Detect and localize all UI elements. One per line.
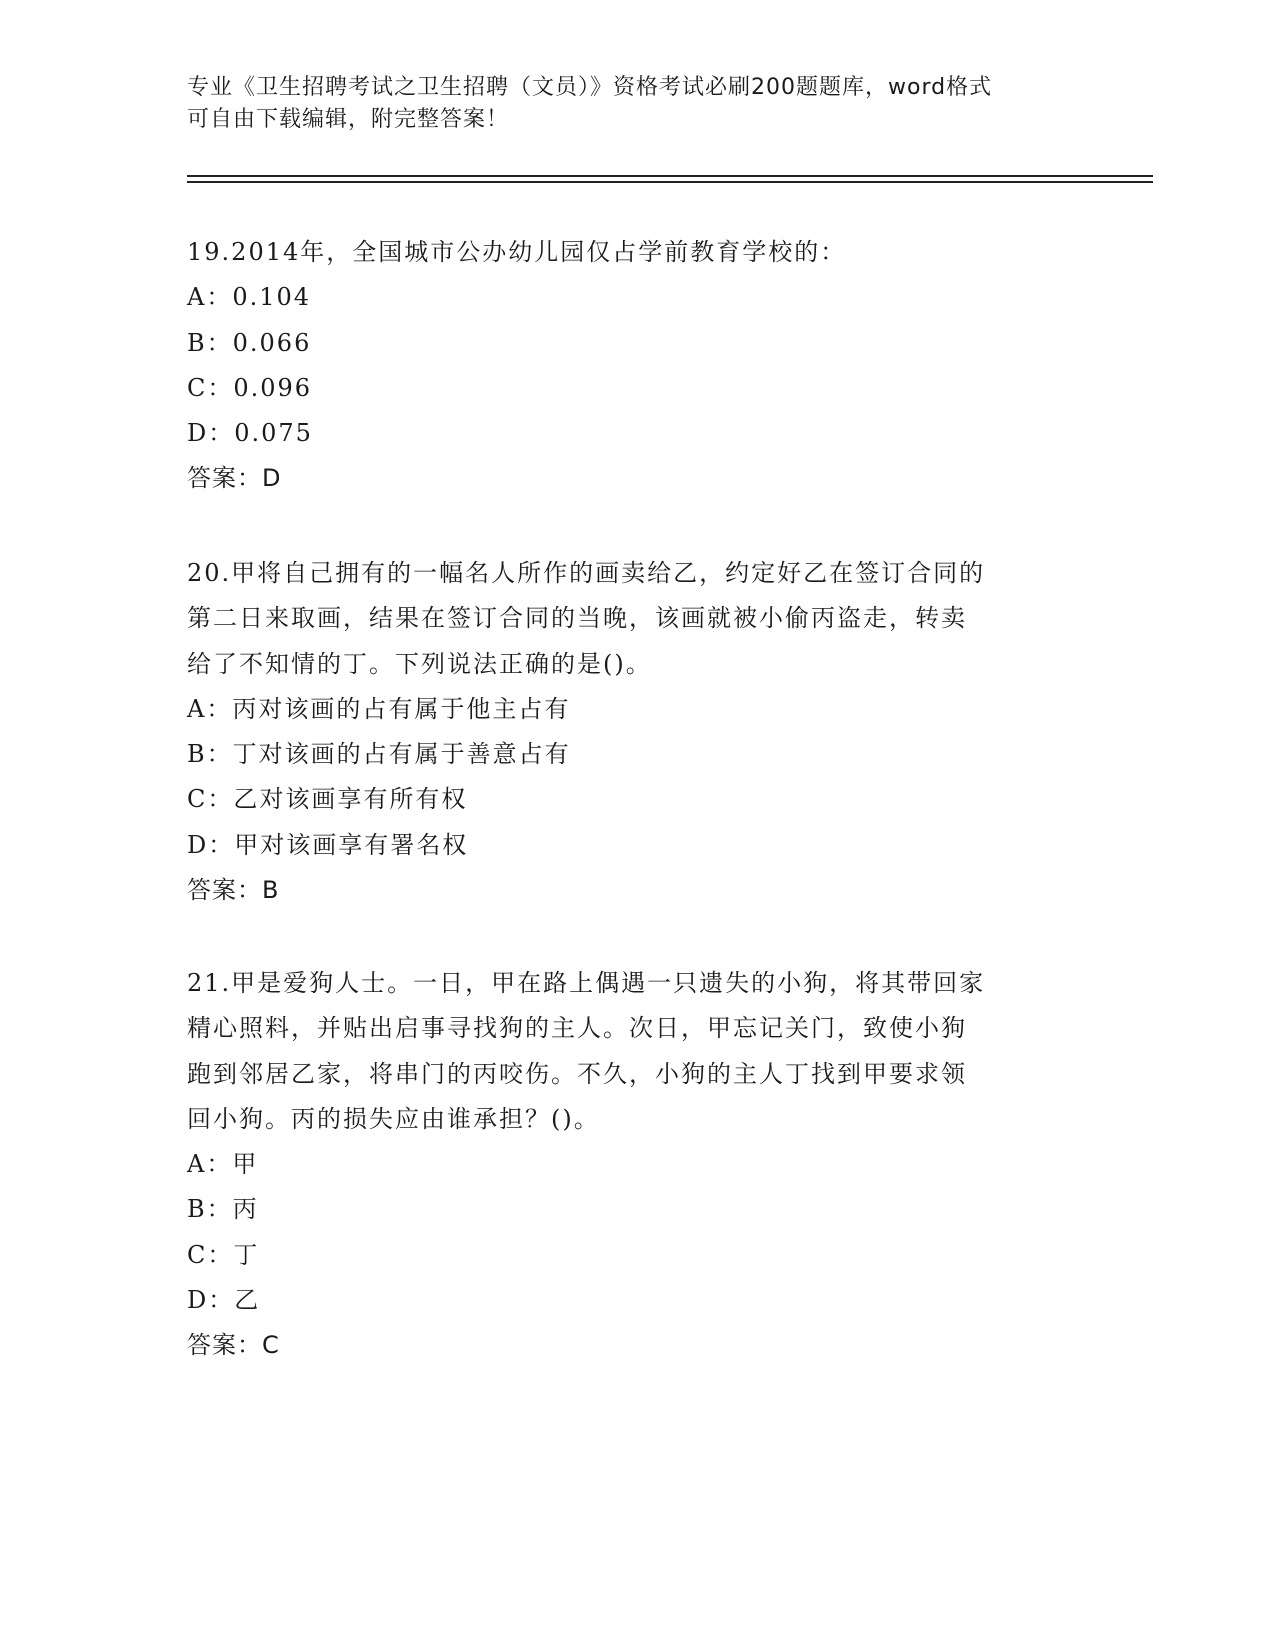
option-a: A：甲: [187, 1150, 259, 1179]
option-b: B：0.066: [187, 328, 312, 357]
option-c: C：丁: [187, 1240, 260, 1269]
question-20: [187, 551, 1087, 913]
question-stem-line-3: 跑到邻居乙家，将串门的丙咬伤。不久，小狗的主人丁找到甲要求领: [187, 1059, 967, 1088]
option-c: C：乙对该画享有所有权: [187, 785, 468, 814]
question-stem-line-1: 21.甲是爱狗人士。一日，甲在路上偶遇一只遗失的小狗，将其带回家: [187, 969, 986, 997]
answer-line: 答案：C: [187, 1331, 280, 1360]
header-line-1: 专业《卫生招聘考试之卫生招聘（文员）》资格考试必刷200题题库，word格式: [187, 75, 993, 100]
option-d: D：甲对该画享有署名权: [187, 830, 469, 859]
question-stem-line-4: 回小狗。丙的损失应由谁承担？()。: [187, 1104, 600, 1133]
answer-line: 答案：D: [187, 464, 282, 493]
option-d: D：乙: [187, 1286, 261, 1315]
option-a: A：丙对该画的占有属于他主占有: [187, 694, 571, 723]
question-stem-line-1: 20.甲将自己拥有的一幅名人所作的画卖给乙，约定好乙在签订合同的: [187, 559, 986, 587]
question-stem-line-3: 给了不知情的丁。下列说法正确的是()。: [187, 649, 652, 678]
option-d: D：0.075: [187, 419, 313, 448]
question-19: [187, 230, 1087, 501]
option-b: B：丁对该画的占有属于善意占有: [187, 740, 571, 769]
header-divider-top: [187, 175, 1153, 177]
question-stem-line-2: 精心照料，并贴出启事寻找狗的主人。次日，甲忘记关门，致使小狗: [187, 1014, 967, 1043]
option-a: A：0.104: [187, 283, 312, 312]
option-c: C：0.096: [187, 373, 313, 402]
question-21: [187, 961, 1087, 1368]
question-stem: 19.2014年，全国城市公办幼儿园仅占学前教育学校的：: [187, 238, 847, 266]
option-b: B：丙: [187, 1195, 259, 1224]
document-header: [187, 72, 1087, 136]
header-divider-bottom: [187, 181, 1153, 183]
header-line-2: 可自由下载编辑，附完整答案！: [187, 107, 510, 132]
question-stem-line-2: 第二日来取画，结果在签订合同的当晚，该画就被小偷丙盗走，转卖: [187, 604, 967, 633]
answer-line: 答案：B: [187, 876, 280, 905]
